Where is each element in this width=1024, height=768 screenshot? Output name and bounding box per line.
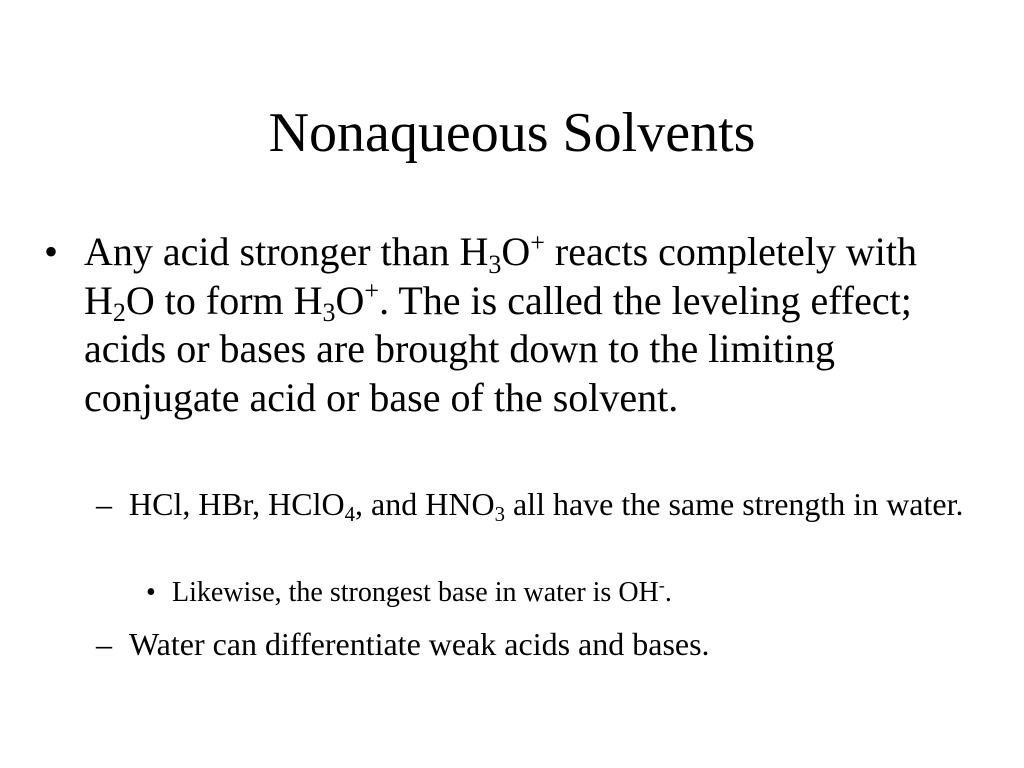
superscript: - xyxy=(658,575,665,595)
bullet-marker: • xyxy=(44,229,59,274)
bullet-leveling-effect xyxy=(44,228,974,422)
text-segment: , and HNO xyxy=(355,486,495,522)
bullet-text xyxy=(84,228,974,422)
text-segment: O xyxy=(501,229,531,274)
sub-sub-bullet-text xyxy=(172,576,976,610)
text-segment: all have the same strength in water. xyxy=(504,486,964,522)
text-segment: Any acid stronger than H xyxy=(84,229,489,274)
text-segment: . The is called the leveling effect; acids or bases are brought down to the limiting conjugate acid or base of the solvent. xyxy=(84,277,912,420)
text-segment: . xyxy=(664,577,672,608)
text-segment: Likewise, the strongest base in water is OH xyxy=(172,577,659,608)
text-segment: HCl, HBr, HClO xyxy=(129,486,345,522)
sub-bullet-text xyxy=(129,484,976,527)
subscript: 3 xyxy=(494,503,505,527)
sub-sub-bullet-strongest-base xyxy=(146,576,976,610)
text-segment: reacts completely with H xyxy=(84,229,917,323)
text-segment: O xyxy=(335,277,365,323)
superscript: + xyxy=(364,276,380,306)
dash-marker: – xyxy=(96,626,112,662)
superscript: + xyxy=(530,227,545,257)
text-segment: O to form H xyxy=(125,277,323,323)
slide-title: Nonaqueous Solvents xyxy=(268,102,756,164)
subscript: 2 xyxy=(112,298,126,328)
subscript: 4 xyxy=(344,503,356,527)
subscript: 3 xyxy=(488,249,502,279)
bullet-marker: • xyxy=(146,577,156,608)
sub-bullet-text: Water can differentiate weak acids and bases. xyxy=(129,626,710,662)
sub-bullet-water-differentiates xyxy=(96,624,976,664)
sub-bullet-strong-acids xyxy=(96,484,976,527)
dash-marker: – xyxy=(96,486,112,522)
subscript: 3 xyxy=(322,298,336,328)
